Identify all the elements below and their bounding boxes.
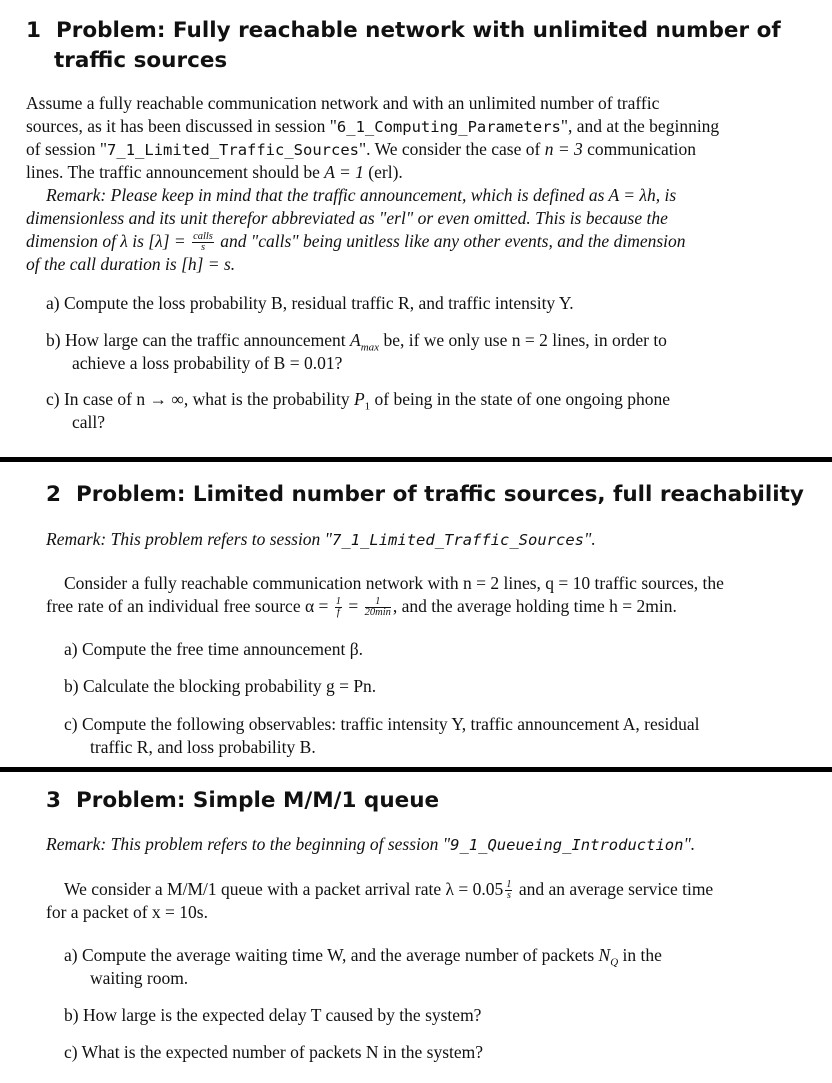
problem1-item-a: a) Compute the loss probability B, residual traffic R, and traffic intensity Y. [46,293,574,313]
problem2-item-c-line1: c) Compute the following observables: traffic intensity Y, traffic announcement A, residual [64,714,700,734]
problem1-heading [26,16,806,76]
problem1-intro-line2: sources, as it has been discussed in session "6_1_Computing_Parameters", and at the beginning [26,116,720,136]
problem3-heading [46,786,826,816]
problem1-item-c-line1: c) In case of n → ∞, what is the probability $P_1$ of being in the state of one ongoing phone [46,389,671,413]
problem2-remark: Remark: This problem refers to session "7_1_Limited_Traffic_Sources". [46,529,596,549]
problem2-item-b: b) Calculate the blocking probability g = Pn. [64,676,377,696]
problem1-remark-line4: of the call duration is [h] = s. [26,254,236,274]
problem2-item-a: a) Compute the free time announcement β. [64,639,364,659]
problem1-title-line1: Problem: Fully reachable network with unlimited number of [55,18,781,43]
problem1-number: 1 [26,18,41,43]
problem1-item-b-line1: b) How large can the traffic announcement $A_{max}$ be, if we only use n = 2 lines, in order to [46,330,667,354]
problem2-heading [46,480,826,510]
problem2-body-line2: free rate of an individual free source α = $\frac{1}{f}$ = $\frac{1}{20\min}$ , and the average holding time h = 2min. [46,596,677,619]
problem3-body-line1: We consider a M/M/1 queue with a packet arrival rate λ = 0.05 $\frac{1}{s}$ and an average service time [64,879,714,902]
problem1-intro-line4: lines. The traffic announcement should be A = 1 (erl). [26,162,403,182]
session-name: 7_1_Limited_Traffic_Sources [332,531,585,549]
section-divider [0,767,832,772]
problem3-item-b: b) How large is the expected delay T caused by the system? [64,1005,482,1025]
one-over-s-fraction: $\frac{1}{s}$ [506,879,512,902]
problem1-item-c-line2: call? [72,412,106,432]
problem1-item-b-line2: achieve a loss probability of B = 0.01? [72,353,343,373]
problem2-item-c-line2: traffic R, and loss probability B. [90,737,316,757]
problem3-title: Problem: Simple M/M/1 queue [75,788,440,813]
session-name: 6_1_Computing_Parameters [336,118,561,136]
problem3-number: 3 [46,788,61,813]
problem1-remark-line2: dimensionless and its unit therefor abbreviated as "erl" or even omitted. This is because the [26,208,668,228]
problem3-item-c: c) What is the expected number of packets N in the system? [64,1042,484,1062]
problem3-item-a-line1: a) Compute the average waiting time W, and the average number of packets $N_Q$ in the [64,945,662,969]
problem2-body-line1: Consider a fully reachable communication network with n = 2 lines, q = 10 traffic sources, the [64,573,724,593]
problem3-item-a-line2: waiting room. [90,968,189,988]
problem1-title-line2: traffic sources [54,48,228,73]
problem3-remark: Remark: This problem refers to the beginning of session "9_1_Queueing_Introduction". [46,834,696,854]
problem2-title: Problem: Limited number of traffic sources, full reachability [75,482,804,507]
one-over-20min-fraction: $\frac{1}{20\min}$ [364,596,391,619]
one-over-f-fraction: $\frac{1}{f}$ [335,596,342,619]
session-name: 7_1_Limited_Traffic_Sources [107,141,360,159]
calls-per-second-fraction: $\frac{\text{calls}}{s}$ [193,231,213,254]
problem1-remark-line1: Remark: Please keep in mind that the traffic announcement, which is defined as A = λh, is [46,185,677,205]
session-name: 9_1_Queueing_Introduction [450,836,684,854]
problem1-remark-line3: dimension of λ is [λ] = $\frac{\text{calls}}{s}$ and "calls" being unitless like any other events, and the dimension [26,231,686,254]
problem1-intro-line3: of session "7_1_Limited_Traffic_Sources". We consider the case of n = 3 communication [26,139,697,159]
problem3-body-line2: for a packet of x = 10s. [46,902,208,922]
problem1-intro-line1: Assume a fully reachable communication network and with an unlimited number of traffic [26,93,660,113]
section-divider [0,457,832,462]
problem2-number: 2 [46,482,61,507]
